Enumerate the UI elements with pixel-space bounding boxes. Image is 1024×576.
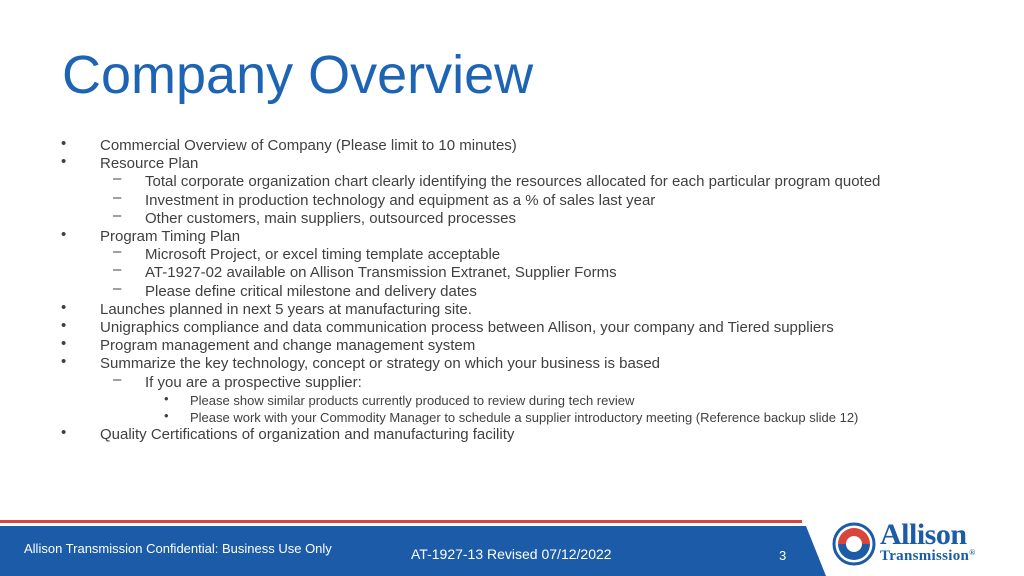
bullet-marker: • bbox=[61, 353, 67, 371]
bullet-text: Quality Certifications of organization and manufacturing facility bbox=[100, 425, 515, 443]
bullet-item-level-1 bbox=[0, 298, 1024, 319]
bullet-list bbox=[0, 137, 1024, 444]
allison-logo-mark-icon bbox=[832, 522, 876, 566]
bullet-item-level-3 bbox=[0, 392, 1024, 409]
bullet-marker: – bbox=[113, 279, 122, 297]
bullet-item-level-2 bbox=[0, 170, 1024, 191]
bullet-item-level-1 bbox=[0, 355, 1024, 373]
bullet-marker: – bbox=[113, 243, 122, 261]
bullet-text: Commercial Overview of Company (Please limit to 10 minutes) bbox=[100, 137, 517, 154]
bullet-text: Program Timing Plan bbox=[100, 228, 241, 246]
bullet-item-level-1 bbox=[0, 319, 1024, 337]
bullet-item-level-2 bbox=[0, 279, 1024, 301]
footer-white-stripe bbox=[0, 523, 805, 526]
bullet-text: Please define critical milestone and delivery dates bbox=[145, 282, 477, 300]
bullet-text: If you are a prospective supplier: bbox=[145, 373, 362, 391]
bullet-marker: – bbox=[113, 261, 122, 279]
bullet-item-level-2 bbox=[0, 243, 1024, 264]
bullet-text: Please show similar products currently produced to review during tech review bbox=[190, 392, 635, 408]
allison-logo bbox=[832, 520, 1012, 568]
bullet-text: Please work with your Commodity Manager to schedule a supplier introductory meeting (Reference backup slide 12) bbox=[190, 409, 859, 425]
bullet-text: Summarize the key technology, concept or strategy on which your business is based bbox=[100, 355, 661, 373]
bullet-marker: • bbox=[61, 135, 67, 152]
bullet-text: Unigraphics compliance and data communication process between Allison, your company and Tiered suppliers bbox=[100, 319, 834, 337]
bullet-marker: • bbox=[61, 298, 67, 316]
bullet-marker: • bbox=[61, 335, 67, 353]
bullet-marker: • bbox=[61, 226, 67, 244]
bullet-item-level-1 bbox=[0, 423, 1024, 444]
bullet-item-level-1 bbox=[0, 337, 1024, 355]
bullet-item-level-1 bbox=[0, 155, 1024, 173]
bullet-item-level-1 bbox=[0, 137, 1024, 155]
bullet-item-level-2 bbox=[0, 206, 1024, 228]
bullet-text: Total corporate organization chart clearly identifying the resources allocated for each particular program quoted bbox=[145, 173, 881, 191]
bullet-text: Investment in production technology and equipment as a % of sales last year bbox=[145, 191, 656, 209]
footer-confidential-text: Allison Transmission Confidential: Business Use Only bbox=[24, 541, 332, 556]
bullet-text: Other customers, main suppliers, outsourced processes bbox=[145, 209, 516, 227]
bullet-text: AT-1927-02 available on Allison Transmission Extranet, Supplier Forms bbox=[145, 264, 617, 282]
bullet-item-level-1 bbox=[0, 228, 1024, 246]
bullet-item-level-2 bbox=[0, 188, 1024, 210]
bullet-item-level-3 bbox=[0, 409, 1024, 426]
logo-word-allison: Allison bbox=[880, 518, 967, 551]
bullet-marker: – bbox=[113, 170, 122, 188]
bullet-text: Resource Plan bbox=[100, 155, 199, 173]
footer-revision-text: AT-1927-13 Revised 07/12/2022 bbox=[411, 546, 612, 562]
bullet-item-level-2 bbox=[0, 261, 1024, 282]
bullet-text: Program management and change management system bbox=[100, 337, 476, 355]
bullet-marker: • bbox=[61, 153, 67, 171]
bullet-marker: – bbox=[113, 206, 122, 224]
slide-title: Company Overview bbox=[62, 45, 534, 105]
bullet-marker: • bbox=[164, 407, 169, 423]
bullet-text: Microsoft Project, or excel timing template acceptable bbox=[145, 246, 501, 264]
bullet-text: Launches planned in next 5 years at manufacturing site. bbox=[100, 300, 472, 318]
bullet-marker: • bbox=[164, 390, 169, 406]
bullet-marker: – bbox=[113, 370, 122, 388]
bullet-item-level-2 bbox=[0, 370, 1024, 392]
bullet-marker: • bbox=[61, 317, 67, 335]
bullet-marker: – bbox=[113, 188, 122, 206]
logo-word-transmission: Transmission® bbox=[880, 548, 976, 564]
page-number: 3 bbox=[779, 548, 787, 563]
bullet-marker: • bbox=[61, 423, 67, 441]
